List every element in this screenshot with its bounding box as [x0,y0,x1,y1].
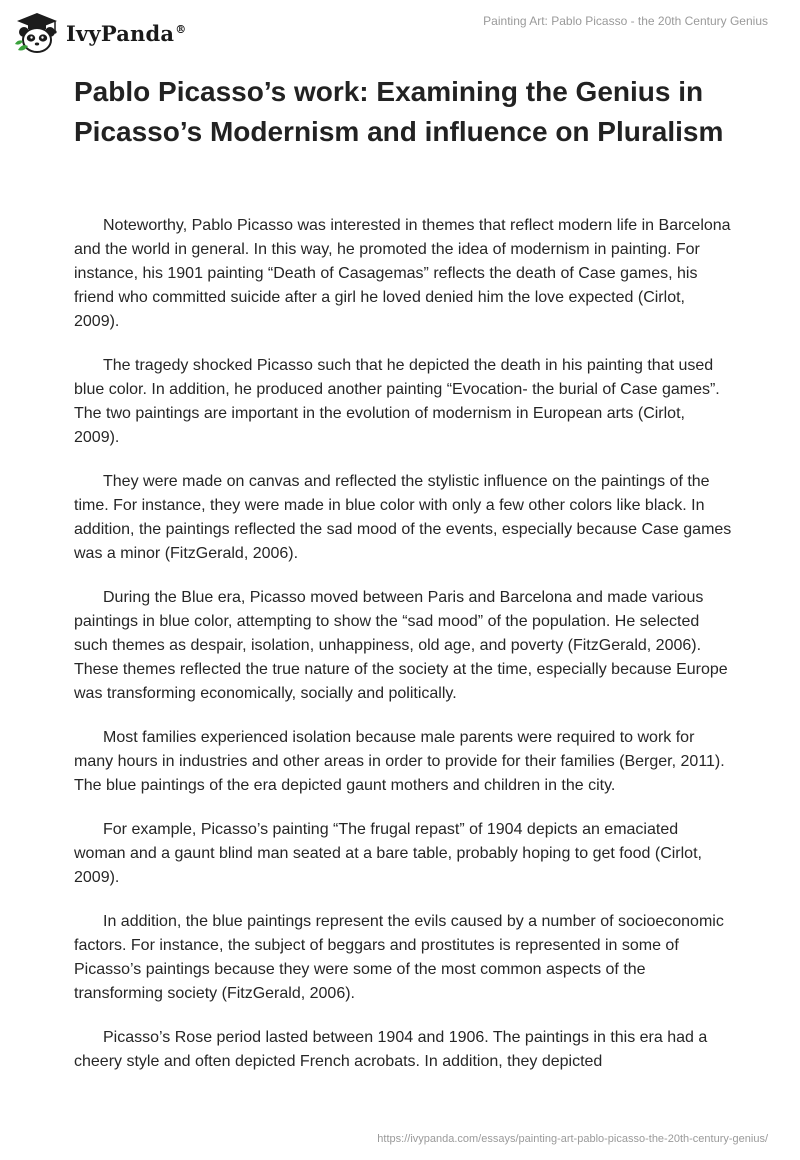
paragraph: Noteworthy, Pablo Picasso was interested in themes that reflect modern life in Barcelona and the world in general. In this way, he promoted the idea of modernism in painting. For instance, his 1901 painting “Death of Casagemas” reflects the death of Case games, his friend who committed suicide after a girl he loved denied him the love expected (Cirlot, 2009). [74,217,731,330]
paragraph: In addition, the blue paintings represent the evils caused by a number of socioeconomic factors. For instance, the subject of beggars and prostitutes is represented in some of Picasso’s paintings because they were some of the most common aspects of the transforming society (FitzGerald, 2006). [74,913,724,1002]
panda-graduate-icon [14,10,60,56]
paragraph: They were made on canvas and reflected the stylistic influence on the paintings of the time. For instance, they were made in blue color with only a few other colors like black. In addition, the paintings reflected the sad mood of the events, especially because Case games was a minor (FitzGerald, 2006). [74,473,732,562]
header-page-title: Painting Art: Pablo Picasso - the 20th Century Genius [483,14,768,28]
paragraph: Picasso’s Rose period lasted between 1904 and 1906. The paintings in this era had a cheery style and often depicted French acrobats. In addition, they depicted [74,1029,708,1070]
paragraph: Most families experienced isolation because male parents were required to work for many hours in industries and other areas in order to provide for their families (Berger, 2011). The blue paintings of the era depicted gaunt mothers and children in the city. [74,729,725,794]
essay-title: Pablo Picasso’s work: Examining the Genius in Picasso’s Modernism and influence on Pluralism [74,76,724,147]
paragraph: The tragedy shocked Picasso such that he depicted the death in his painting that used blue color. In addition, he produced another painting “Evocation- the burial of Case games”. The two paintings are important in the evolution of modernism in European arts (Cirlot, 2009). [74,357,720,446]
ivypanda-logo[interactable] [14,10,186,56]
source-url[interactable]: https://ivypanda.com/essays/painting-art-pablo-picasso-the-20th-century-genius/ [377,1133,768,1145]
paragraph: During the Blue era, Picasso moved between Paris and Barcelona and made various paintings in blue color, attempting to show the “sad mood” of the population. He selected such themes as despair, isolation, unhappiness, old age, and poverty (FitzGerald, 2006). These themes reflected the true nature of the society at the time, especially because Europe was transforming economically, socially and politically. [74,589,728,702]
brand-name: IvyPanda® [66,20,187,46]
essay-body [74,214,734,1094]
registered-mark: ® [175,22,187,36]
page-header [0,0,800,70]
paragraph: For example, Picasso’s painting “The frugal repast” of 1904 depicts an emaciated woman and a gaunt blind man seated at a bare table, probably hoping to get food (Cirlot, 2009). [74,821,702,886]
